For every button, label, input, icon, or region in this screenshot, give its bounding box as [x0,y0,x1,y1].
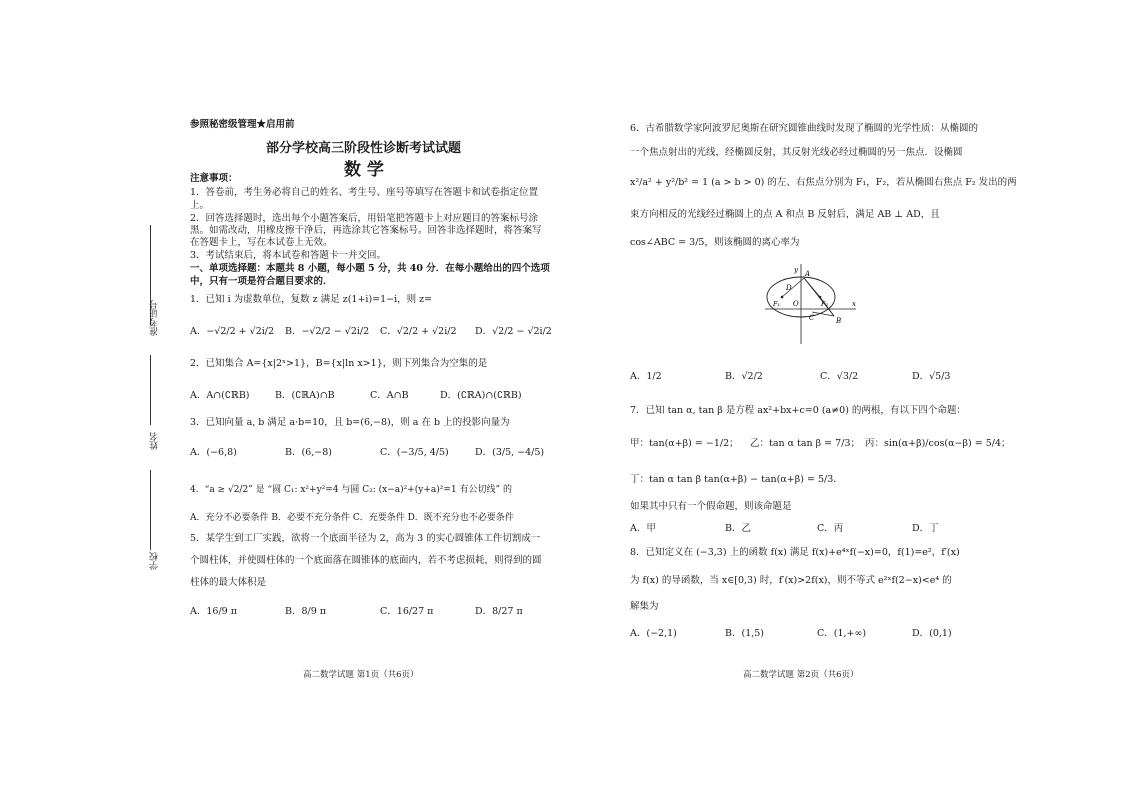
label-c: C [809,314,815,322]
label-f2: F₂ [821,300,829,308]
confidential-label: 参照秘密级管理★启用前 [190,119,295,130]
q1-option-d: D．√2/2 − √2i/2 [475,326,552,337]
q8-option-a: A．(−2,1) [630,628,677,639]
label-y: y [794,266,798,274]
question-8-cont: 解集为 [630,601,659,612]
question-8: 8．已知定义在 (−3,3) 上的函数 f(x) 满足 f(x)+e⁴ˣf(−x)=0，f(1)=e²，f′(x) [630,547,960,558]
question-6: 6．古希腊数学家阿波罗尼奥斯在研究圆锥曲线时发现了椭圆的光学性质：从椭圆的 [630,123,979,134]
label-f1: F₁ [773,300,781,308]
q5-option-d: D．8/27 π [475,606,523,617]
q2-option-a: A．A∩(∁ℝB) [190,390,250,401]
question-6-cont: 束方向相反的光线经过椭圆上的点 A 和点 B 反射后，满足 AB ⊥ AD，且 [630,209,940,220]
note-line: 黑。如需改动，用橡皮擦干净后，再选涂其它答案标号。回答非选择题时，将答案写 [190,225,542,236]
question-6-cont: 一个焦点射出的光线，经椭圆反射，其反射光线必经过椭圆的另一焦点．设椭圆 [630,147,963,158]
question-6-cont: cos∠ABC = 3/5，则该椭圆的离心率为 [630,237,800,248]
q2-option-d: D．(∁ℝA)∩(∁ℝB) [440,390,522,401]
q3-option-d: D．(3/5, −4/5) [475,447,545,458]
q6-option-b: B．√2/2 [725,371,763,382]
q5-option-b: B．8/9 π [285,606,327,617]
question-5-cont: 个圆柱体，并使圆柱体的一个底面落在圆锥体的底面内，若不考虑损耗，则得到的圆 [190,555,542,566]
gutter-line [150,470,151,550]
q8-option-d: D．(0,1) [912,628,952,639]
page-2 [580,0,1123,794]
q7-option-c: C．丙 [817,523,844,534]
q7-option-a: A．甲 [630,523,656,534]
q7-proposition-bing: 丙：sin(α+β)/cos(α−β) = 5/4； [865,438,1011,449]
ellipse-figure [760,260,860,346]
question-7: 7．已知 tan α, tan β 是方程 ax²+bx+c=0 (a≠0) 的两根，有以下四个命题： [630,405,966,416]
q7-proposition-yi: 乙：tan α tan β = 7/3； [750,438,860,449]
question-5: 5．某学生到工厂实践，欲将一个底面半径为 2，高为 3 的实心圆锥体工件切割成一 [190,533,541,544]
question-4: 4．“a ≥ √2/2” 是 “圆 C₁: x²+y²=4 与圆 C₂: (x−a)²+(y+a)²=1 有公切线” 的 [190,485,513,495]
q8-option-b: B．(1,5) [725,628,765,639]
q3-option-b: B．(6,−8) [285,447,332,458]
q2-option-b: B．(∁ℝA)∩B [275,390,335,401]
note-line: 在答题卡上，写在本试卷上无效。 [190,237,333,248]
note-line: 3．考试结束后，将本试卷和答题卡一并交回。 [190,250,387,261]
q8-option-c: C．(1,+∞) [817,628,867,639]
q1-option-c: C．√2/2 + √2i/2 [380,326,457,337]
q7-option-b: B．乙 [725,523,751,534]
note-line: 2．回答选择题时，选出每个小题答案后，用铅笔把答题卡上对应题目的答案标号涂 [190,213,539,224]
q5-option-c: C．16/27 π [380,606,434,617]
notes-heading: 注意事项： [190,173,238,184]
label-a: A [805,270,811,278]
q7-option-d: D．丁 [912,523,939,534]
q7-question: 如果其中只有一个假命题，则该命题是 [630,501,792,512]
page-footer: 高二数学试题 第1页（共6页） [303,670,419,680]
note-line: 1．答卷前，考生务必将自己的姓名、考生号、座号等填写在答题卡和试卷指定位置 [190,187,539,198]
note-line: 上。 [190,200,210,211]
q6-option-a: A．1/2 [630,371,662,382]
question-8-cont: 为 f(x) 的导函数，当 x∈[0,3) 时，f′(x)>2f(x)，则不等式 e²ˣf(2−x)<e⁴ 的 [630,575,952,586]
label-d: D [786,284,792,292]
q4-options: A．充分不必要条件 B．必要不充分条件 C．充要条件 D．既不充分也不必要条件 [190,513,514,523]
label-x: x [852,300,856,308]
q5-option-a: A．16/9 π [190,606,237,617]
gutter-label-name: 姓名 [150,432,160,450]
section-heading: 一、单项选择题：本题共 8 小题，每小题 5 分，共 40 分．在每小题给出的四个选项 [190,263,550,274]
q6-option-d: D．√5/3 [912,371,951,382]
subject-title: 数 学 [344,160,384,180]
q1-option-a: A．−√2/2 + √2i/2 [190,326,275,337]
label-origin: O [793,300,799,308]
gutter-label-school: 学校 [150,552,160,570]
question-5-cont: 柱体的最大体积是 [190,577,267,588]
question-6-cont: x²/a² + y²/b² = 1 (a > b > 0) 的左、右焦点分别为 F₁，F₂，若从椭圆右焦点 F₂ 发出的两 [630,177,1017,188]
q3-option-c: C．(−3/5, 4/5) [380,447,449,458]
q2-option-c: C．A∩B [370,390,409,401]
q3-option-a: A．(−6,8) [190,447,237,458]
question-3: 3．已知向量 a, b 满足 a·b=10，且 b=(6,−8)，则 a 在 b 上的投影向量为 [190,417,510,428]
question-2: 2．已知集合 A={x|2ˣ>1}，B={x|ln x>1}，则下列集合为空集的是 [190,358,488,369]
gutter-line [150,355,151,425]
exam-title: 部分学校高三阶段性诊断考试试题 [266,141,462,156]
question-1: 1．已知 i 为虚数单位，复数 z 满足 z(1+i)=1−i，则 z= [190,294,433,305]
q7-proposition-ding: 丁：tan α tan β tan(α+β) − tan(α+β) = 5/3． [630,474,843,485]
label-b: B [836,317,842,325]
gutter-label-exam-id: 准考证号 [150,300,160,336]
q7-proposition-jia: 甲：tan(α+β) = −1/2； [630,438,739,449]
q1-option-b: B．−√2/2 − √2i/2 [285,326,370,337]
page-footer: 高二数学试题 第2页（共6页） [743,670,859,680]
section-heading-cont: 中，只有一项是符合题目要求的． [190,276,333,287]
q6-option-c: C．√3/2 [820,371,859,382]
